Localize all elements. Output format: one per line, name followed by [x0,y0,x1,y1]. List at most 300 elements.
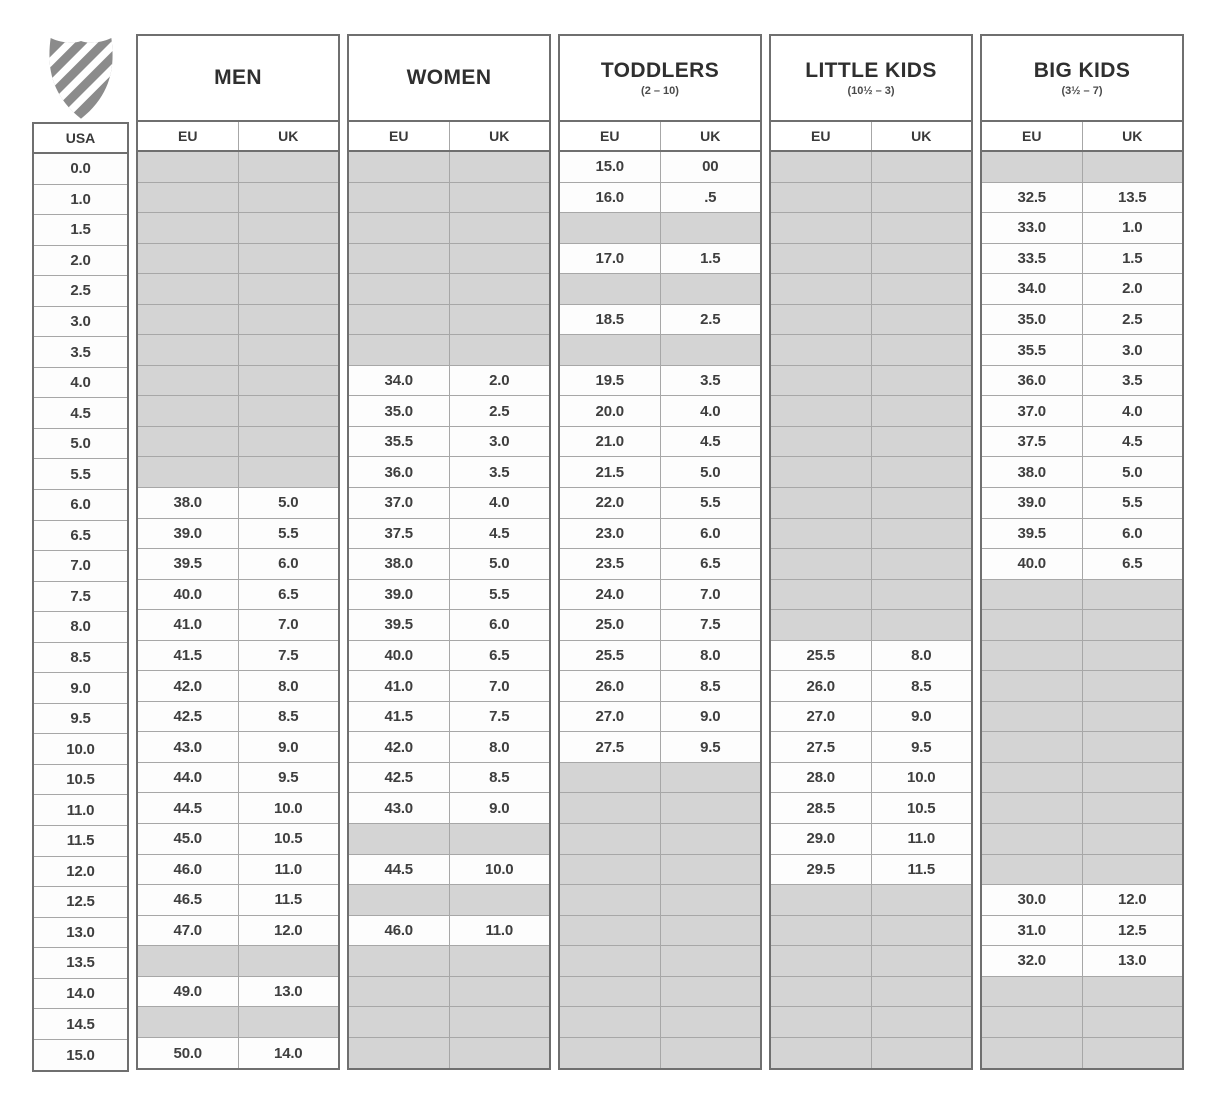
empty-cell [138,152,239,182]
usa-header-row [34,124,127,154]
empty-cell [239,366,339,396]
table-row [560,152,760,183]
size-cell: 6.0 [1083,519,1183,549]
size-cell: 4.5 [34,398,127,428]
table-row [982,916,1182,947]
empty-cell [661,763,761,793]
table-row [138,671,338,702]
empty-cell [138,244,239,274]
empty-cell [1083,610,1183,640]
table-row [771,457,971,488]
table-row [771,335,971,366]
empty-cell [560,1038,661,1069]
empty-cell [982,610,1083,640]
empty-cell [560,763,661,793]
table-row [982,457,1182,488]
uk-column-header: UK [489,128,510,144]
size-cell: 24.0 [560,580,661,610]
size-cell: 2.0 [34,246,127,276]
empty-cell [560,855,661,885]
size-cell: 9.0 [34,673,127,703]
empty-cell [349,183,450,213]
table-row [34,185,127,216]
size-cell: 41.0 [138,610,239,640]
size-cell: 3.0 [450,427,550,457]
empty-cell [349,977,450,1007]
empty-cell [239,427,339,457]
table-row [771,1038,971,1069]
size-cell: 10.0 [872,763,972,793]
table-row [982,152,1182,183]
size-cell: 4.0 [1083,396,1183,426]
size-cell: 27.0 [771,702,872,732]
empty-cell [239,457,339,487]
empty-cell [872,946,972,976]
size-cell: 2.5 [1083,305,1183,335]
empty-cell [1083,152,1183,182]
size-cell: 7.0 [34,551,127,581]
size-cell: 3.5 [1083,366,1183,396]
size-cell: 9.0 [661,702,761,732]
empty-cell [450,977,550,1007]
empty-cell [349,1007,450,1037]
size-cell: 11.5 [239,885,339,915]
empty-cell [771,152,872,182]
size-cell: 25.0 [560,610,661,640]
table-row [982,855,1182,886]
size-cell: 14.0 [239,1038,339,1069]
size-cell: 35.5 [982,335,1083,365]
table-row [349,702,549,733]
size-cell: 1.5 [661,244,761,274]
empty-cell [872,244,972,274]
empty-cell [239,274,339,304]
size-cell: 44.5 [138,793,239,823]
table-row [982,885,1182,916]
size-cell: 4.5 [1083,427,1183,457]
empty-cell [138,457,239,487]
empty-cell [560,213,661,243]
table-row [771,793,971,824]
size-cell: 23.0 [560,519,661,549]
empty-cell [771,1038,872,1069]
empty-cell [1083,977,1183,1007]
empty-cell [872,1007,972,1037]
size-cell: 2.5 [661,305,761,335]
table-row [138,793,338,824]
table-row [349,610,549,641]
empty-cell [982,1038,1083,1069]
size-cell: 12.5 [1083,916,1183,946]
empty-cell [872,152,972,182]
group-header-row [771,122,971,152]
group-rows-big-kids [982,152,1182,1068]
empty-cell [872,213,972,243]
empty-cell [771,183,872,213]
empty-cell [872,977,972,1007]
empty-cell [771,580,872,610]
empty-cell [872,916,972,946]
size-cell: 28.0 [771,763,872,793]
table-row [34,246,127,277]
table-row [982,610,1182,641]
empty-cell [872,488,972,518]
table-row [34,276,127,307]
size-cell: 3.0 [34,307,127,337]
table-row [982,641,1182,672]
size-cell: 39.0 [138,519,239,549]
group-box-little-kids [769,34,973,1070]
size-cell: 38.0 [982,457,1083,487]
size-cell: 23.5 [560,549,661,579]
empty-cell [872,549,972,579]
size-cell: 7.0 [239,610,339,640]
empty-cell [771,427,872,457]
size-cell: 35.0 [349,396,450,426]
size-cell: 5.5 [34,459,127,489]
size-cell: 9.5 [872,732,972,762]
size-cell: 17.0 [560,244,661,274]
size-cell: 7.0 [450,671,550,701]
empty-cell [450,152,550,182]
size-cell: 12.5 [34,887,127,917]
table-row [34,765,127,796]
empty-cell [661,274,761,304]
size-cell: 39.5 [982,519,1083,549]
group-header-row [138,122,338,152]
table-row [560,549,760,580]
size-cell: 6.5 [34,521,127,551]
empty-cell [661,946,761,976]
size-cell: 4.5 [661,427,761,457]
empty-cell [771,396,872,426]
size-cell: 12.0 [1083,885,1183,915]
table-row [34,154,127,185]
size-cell: 42.5 [138,702,239,732]
table-row [349,427,549,458]
size-cell: 6.0 [661,519,761,549]
table-row [138,885,338,916]
empty-cell [1083,732,1183,762]
table-row [982,335,1182,366]
table-row [771,580,971,611]
group-column-little-kids [769,34,973,1072]
size-cell: 6.0 [239,549,339,579]
table-row [349,244,549,275]
size-cell: 29.5 [771,855,872,885]
table-row [138,274,338,305]
size-cell: 25.5 [560,641,661,671]
table-row [771,213,971,244]
table-row [560,824,760,855]
table-row [138,488,338,519]
size-cell: 00 [661,152,761,182]
empty-cell [239,1007,339,1037]
empty-cell [349,274,450,304]
size-cell: 37.5 [349,519,450,549]
group-header-row [982,122,1182,152]
size-cell: 9.5 [239,763,339,793]
table-row [349,641,549,672]
table-row [138,946,338,977]
size-cell: 8.0 [450,732,550,762]
size-cell: 6.5 [661,549,761,579]
table-row [560,855,760,886]
table-row [349,152,549,183]
empty-cell [560,885,661,915]
table-row [138,855,338,886]
group-rows-toddlers [560,152,760,1068]
empty-cell [560,824,661,854]
empty-cell [560,916,661,946]
table-row [560,641,760,672]
empty-cell [349,946,450,976]
table-row [138,335,338,366]
table-row [349,977,549,1008]
empty-cell [239,335,339,365]
size-cell: 5.5 [450,580,550,610]
empty-cell [872,335,972,365]
size-cell: 37.5 [982,427,1083,457]
table-row [34,643,127,674]
size-cell: 38.0 [138,488,239,518]
empty-cell [771,977,872,1007]
group-column-toddlers [558,34,762,1072]
table-row [982,396,1182,427]
table-row [34,826,127,857]
table-row [34,459,127,490]
brand-logo-cell [32,34,129,122]
size-cell: 46.5 [138,885,239,915]
size-cell: 38.0 [349,549,450,579]
table-row [771,488,971,519]
size-cell: 11.0 [34,795,127,825]
table-row [349,488,549,519]
empty-cell [560,946,661,976]
size-cell: 36.0 [982,366,1083,396]
eu-column-header: EU [138,122,239,150]
table-row [560,335,760,366]
empty-cell [982,702,1083,732]
empty-cell [138,1007,239,1037]
table-row [138,396,338,427]
table-row [138,457,338,488]
table-row [34,795,127,826]
size-cell: 9.5 [34,704,127,734]
table-row [349,183,549,214]
table-row [771,702,971,733]
uk-column-header: UK [700,128,721,144]
table-row [771,641,971,672]
empty-cell [560,274,661,304]
empty-cell [982,580,1083,610]
eu-column-header: EU [560,122,661,150]
size-cell: 50.0 [138,1038,239,1069]
size-cell: 16.0 [560,183,661,213]
empty-cell [771,885,872,915]
empty-cell [1083,793,1183,823]
size-cell: 10.5 [34,765,127,795]
empty-cell [1083,1007,1183,1037]
group-sublabel: (10½ – 3) [847,85,895,97]
size-cell: 7.5 [450,702,550,732]
empty-cell [450,335,550,365]
empty-cell [872,580,972,610]
table-row [560,1038,760,1069]
table-row [349,519,549,550]
empty-cell [450,824,550,854]
size-cell: 27.5 [560,732,661,762]
size-cell: 7.5 [239,641,339,671]
empty-cell [560,977,661,1007]
empty-cell [771,366,872,396]
size-cell: 4.5 [450,519,550,549]
table-row [982,183,1182,214]
size-cell: 2.5 [34,276,127,306]
table-row [138,152,338,183]
empty-cell [349,885,450,915]
empty-cell [872,519,972,549]
table-row [349,946,549,977]
empty-cell [138,274,239,304]
empty-cell [872,885,972,915]
size-cell: 13.5 [34,948,127,978]
size-cell: 3.5 [450,457,550,487]
size-cell: 8.5 [239,702,339,732]
size-cell: 7.5 [34,582,127,612]
size-cell: 41.0 [349,671,450,701]
table-row [560,671,760,702]
eu-column-header: EU [771,122,872,150]
empty-cell [661,855,761,885]
group-box-women [347,34,551,1070]
uk-column-header: UK [911,128,932,144]
empty-cell [771,916,872,946]
empty-cell [450,274,550,304]
table-row [34,307,127,338]
size-cell: 4.0 [661,396,761,426]
table-row [771,763,971,794]
table-row [982,671,1182,702]
group-column-big-kids [980,34,1184,1072]
table-row [771,274,971,305]
size-cell: 32.5 [982,183,1083,213]
group-rows-women [349,152,549,1068]
usa-column-header: USA [65,130,96,146]
size-cell: .5 [661,183,761,213]
kswiss-shield-logo [44,35,118,121]
empty-cell [1083,763,1183,793]
size-cell: 7.0 [661,580,761,610]
size-cell: 40.0 [982,549,1083,579]
table-row [138,305,338,336]
size-cell: 13.5 [1083,183,1183,213]
empty-cell [771,519,872,549]
size-cell: 49.0 [138,977,239,1007]
size-conversion-table [32,34,1184,1072]
table-row [982,274,1182,305]
size-cell: 8.5 [34,643,127,673]
group-column-men [136,34,340,1072]
empty-cell [239,946,339,976]
table-row [982,427,1182,458]
table-row [349,793,549,824]
empty-cell [872,183,972,213]
table-row [34,948,127,979]
size-cell: 39.5 [138,549,239,579]
empty-cell [771,244,872,274]
size-cell: 46.0 [349,916,450,946]
table-row [982,305,1182,336]
table-row [349,763,549,794]
size-cell: 20.0 [560,396,661,426]
size-cell: 43.0 [349,793,450,823]
table-row [34,398,127,429]
empty-cell [560,1007,661,1037]
empty-cell [661,1038,761,1069]
size-cell: 11.0 [872,824,972,854]
size-cell: 8.0 [872,641,972,671]
table-row [34,368,127,399]
size-cell: 27.0 [560,702,661,732]
table-row [560,885,760,916]
empty-cell [661,1007,761,1037]
empty-cell [138,305,239,335]
table-row [560,213,760,244]
empty-cell [872,457,972,487]
size-cell: 6.5 [450,641,550,671]
table-row [560,244,760,275]
size-cell: 9.5 [661,732,761,762]
size-cell: 21.5 [560,457,661,487]
group-header-row [560,122,760,152]
size-cell: 31.0 [982,916,1083,946]
empty-cell [450,885,550,915]
size-cell: 45.0 [138,824,239,854]
size-cell: 25.5 [771,641,872,671]
table-row [349,580,549,611]
size-cell: 3.5 [661,366,761,396]
table-row [771,671,971,702]
size-cell: 10.0 [239,793,339,823]
table-row [349,274,549,305]
size-cell: 47.0 [138,916,239,946]
table-row [771,519,971,550]
empty-cell [872,305,972,335]
table-row [349,366,549,397]
empty-cell [138,946,239,976]
table-row [771,610,971,641]
size-cell: 10.5 [239,824,339,854]
table-row [34,1040,127,1071]
table-row [34,857,127,888]
table-row [34,612,127,643]
empty-cell [450,183,550,213]
group-title-women [349,36,549,122]
group-box-toddlers [558,34,762,1070]
table-row [34,704,127,735]
table-row [771,152,971,183]
table-row [560,427,760,458]
size-cell: 8.5 [661,671,761,701]
table-row [982,946,1182,977]
empty-cell [138,396,239,426]
table-row [138,1007,338,1038]
table-row [560,610,760,641]
empty-cell [349,152,450,182]
table-row [34,673,127,704]
empty-cell [771,1007,872,1037]
